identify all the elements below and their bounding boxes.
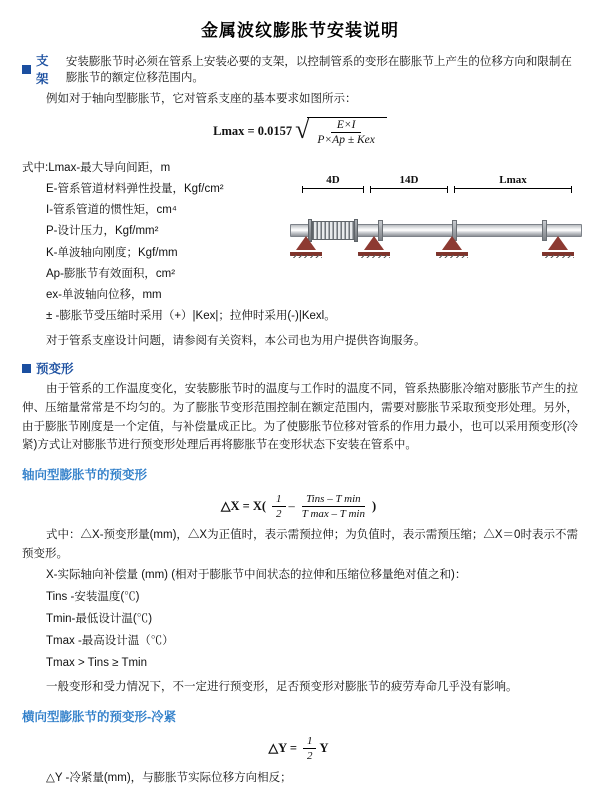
legend-and-diagram-row — [22, 152, 578, 328]
axial-formula-frac1-den: 2 — [276, 507, 282, 520]
lateral-predeform-formula — [22, 735, 578, 762]
blue-square-bullet-icon — [22, 65, 31, 74]
axial-formula-frac2-den: T max – T min — [301, 507, 365, 520]
axial-predeform-formula — [22, 493, 578, 520]
lateral-formula-rhs: Y — [319, 740, 329, 755]
lateral-formula-frac-num: 1 — [303, 735, 317, 749]
axial-def-line: Tmin-最低设计温(℃) — [46, 612, 153, 625]
support-paragraph-1: 安装膨胀节时必须在管系上安装必要的支架，以控制管系的变形在膨胀节上产生的位移方向和限制在膨胀节的额定位移范围内。 — [65, 56, 572, 84]
section-heading-predeform — [22, 359, 578, 377]
pipe-support-anchor — [290, 236, 322, 258]
pipe-support-guide-3 — [542, 236, 574, 258]
axial-formula-frac1-num: 1 — [272, 493, 286, 507]
axial-def-line: Tmax > Tins ≥ Tmin — [46, 656, 147, 669]
axial-formula-minus: – — [288, 498, 295, 513]
section-heading-support — [22, 51, 578, 87]
axial-def-line: Tins -安装温度(℃) — [46, 590, 140, 603]
lmax-formula-numerator: E×I — [331, 119, 362, 133]
page-title: 金属波纹膨胀节安装说明 — [201, 21, 399, 40]
lateral-formula-lhs: △Y = — [268, 741, 297, 756]
legend-line: P-设计压力，Kgf/mm² — [46, 225, 159, 238]
axial-formula-rhs: ) — [371, 498, 377, 513]
axial-def-line: Tmax -最高设计温（℃） — [46, 634, 174, 647]
pipe-support-guide-1 — [358, 236, 390, 258]
pipe-assembly-illustration — [286, 198, 586, 278]
support-closing-paragraph: 对于管系支座设计问题，请参阅有关资料，本公司也为用户提供咨询服务。 — [46, 334, 426, 347]
diagram-dimension-row — [286, 174, 586, 194]
lmax-formula-denominator: P×Ap ± Kex — [317, 133, 375, 146]
axial-formula-frac2-num: Tins – T min — [302, 493, 365, 507]
predeform-paragraph-1: 由于管系的工作温度变化，安装膨胀节时的温度与工作时的温度不同，管系热膨胀冷缩对膨胀节产生的拉伸、压缩量常常是不均匀的。为了膨胀节变形范围控制在额定范围内，需要对膨胀节采取预变形处理。另外，由于膨胀节刚度是一个定值，与补偿量成正比。为了使膨胀节位移对管系的作用力最小，也可以采用预变形(冷紧)方式让对膨胀节进行预变形处理后再将膨胀节在变形状态下安装在管系中。 — [22, 383, 578, 452]
legend-line: I-管系管道的惯性矩，cm⁴ — [46, 204, 177, 217]
lateral-formula-frac-den: 2 — [306, 749, 313, 762]
pipe-support-diagram — [286, 174, 586, 282]
axial-formula-lhs: △X = X( — [220, 499, 267, 514]
pipe-support-guide-2 — [436, 236, 468, 258]
blue-square-bullet-icon — [22, 364, 31, 373]
subheading-axial-predeform: 轴向型膨胀节的预变形 — [22, 467, 148, 482]
lmax-formula-lhs: Lmax = 0.0157 — [213, 123, 293, 138]
axial-formula-note: 式中：△X-预变形量(mm)，△X为正值时，表示需预拉伸；为负值时，表示需预压缩；△X＝0时表示不需预变形。 — [22, 528, 578, 560]
dimension-4d: 4D — [302, 174, 364, 190]
radical-icon: √ — [295, 114, 310, 144]
legend-line: ex-单波轴向位移，mm — [46, 289, 162, 302]
lmax-formula — [22, 114, 578, 146]
axial-closing-paragraph: 一般变形和受力情况下，不一定进行预变形，足否预变形对膨胀节的疲劳寿命几乎没有影响。 — [46, 681, 518, 694]
section-heading-predeform-label: 预变形 — [36, 362, 74, 377]
legend-line: ± -膨胀节受压缩时采用（+）|Kex|；拉伸时采用(-)|Kexl。 — [46, 310, 336, 323]
legend-line: 式中:Lmax-最大导向间距，m — [22, 161, 171, 174]
diagram-column — [286, 152, 586, 282]
lateral-formula-note: △Y -冷紧量(mm)，与膨胀节实际位移方向相反； — [46, 771, 292, 784]
legend-line: Ap-膨胀节有效面积，cm² — [46, 267, 176, 280]
subheading-lateral-predeform: 横向型膨胀节的预变形-冷紧 — [22, 709, 177, 724]
legend-line: K-单波轴向刚度；Kgf/mm — [46, 246, 178, 259]
support-paragraph-2: 例如对于轴向型膨胀节，它对管系支座的基本要求如图所示： — [46, 93, 357, 105]
sqrt-group — [295, 114, 387, 146]
axial-def-line: X-实际轴向补偿量 (mm) (相对于膨胀节中间状态的拉伸和压缩位移量绝对值之和)： — [46, 569, 467, 582]
section-heading-support-label: 支架 — [36, 54, 49, 86]
dimension-14d: 14D — [370, 174, 448, 190]
legend-line: E-管系管道材料弹性投量，Kgf/cm² — [46, 182, 224, 195]
dimension-lmax: Lmax — [454, 174, 572, 190]
